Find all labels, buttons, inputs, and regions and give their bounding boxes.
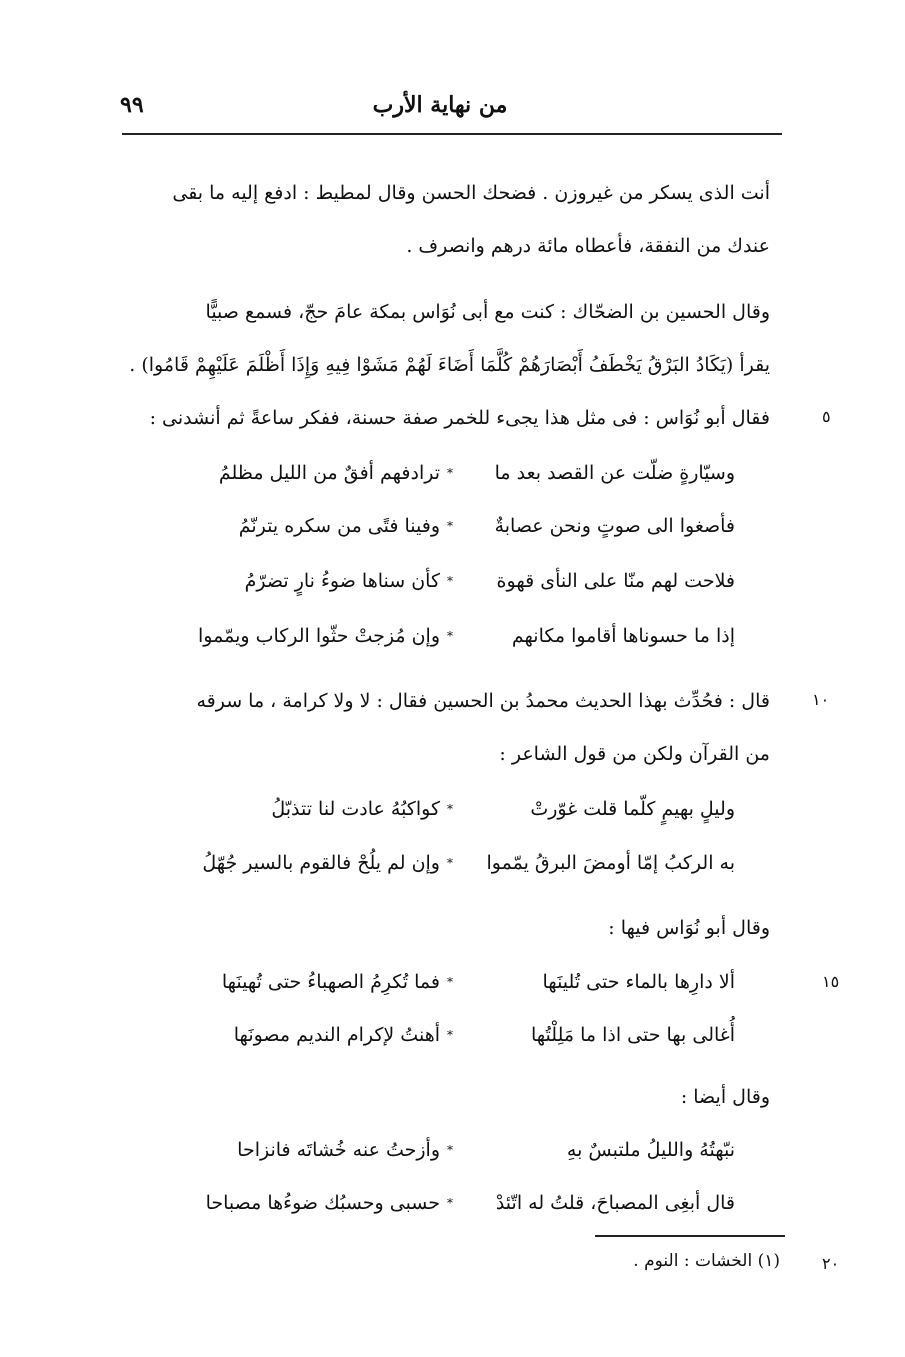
footnote: (١) الخشات : النوم .	[633, 1251, 780, 1271]
verse-first-hemistich: وسيّارةٍ ضلّت عن القصد بعد ما	[494, 462, 735, 484]
verse-second-hemistich: أهنتُ لإكرام النديم مصونَها	[233, 1024, 440, 1046]
verse-first-hemistich: نبّهتُهُ والليلُ ملتبسٌ بهِ	[566, 1139, 735, 1161]
paragraph-line: يقرأ (يَكَادُ البَرْقُ يَخْطَفُ أَبْصَارَهُمْ كُلَّمَا أَضَاءَ لَهُمْ مَشَوْا فِيهِ وَإِذَا أَظْلَمَ عَلَيْهِمْ قَامُوا) .	[129, 354, 770, 376]
line-number: ١٠	[812, 690, 830, 709]
line-number: ١٥	[822, 972, 840, 991]
verse-first-hemistich: ألا دارِها بالماء حتى تُلينَها	[542, 971, 735, 993]
verse-first-hemistich: فأصغوا الى صوتٍ ونحن عصابةٌ	[494, 515, 735, 537]
verse-first-hemistich: به الركبُ إمّا أومضَ البرقُ يمّموا	[486, 852, 735, 874]
verse-first-hemistich: وليلٍ بهيمٍ كلّما قلت غوّرتْ	[530, 798, 735, 820]
verse-second-hemistich: وإن مُزجتْ حثّوا الركاب ويمّموا	[198, 625, 440, 647]
verse-second-hemistich: كواكبُهُ عادت لنا تتذبّلُ	[271, 798, 440, 820]
verse-separator: *	[447, 1143, 453, 1157]
verse-separator: *	[447, 802, 453, 816]
verse-second-hemistich: فما تُكرِمُ الصهباءُ حتى تُهينَها	[221, 971, 440, 993]
verse-separator: *	[447, 574, 453, 588]
paragraph-line: قال : فحُدِّث بهذا الحديث محمدُ بن الحسين فقال : لا ولا كرامة ، ما سرقه	[196, 690, 770, 712]
verse-second-hemistich: كأن سناها ضوءُ نارٍ تضرّمُ	[244, 570, 440, 592]
verse-separator: *	[447, 1196, 453, 1210]
verse-second-hemistich: وفينا فتًى من سكره يترنّمُ	[238, 515, 440, 537]
verse-separator: *	[447, 466, 453, 480]
paragraph-line: أنت الذى يسكر من غيروزن . فضحك الحسن وقال لمطيط : ادفع إليه ما بقى	[172, 182, 770, 204]
verse-separator: *	[447, 856, 453, 870]
verse-second-hemistich: ترادفهم أفقٌ من الليل مظلمُ	[218, 462, 440, 484]
page-header-title: من نهاية الأرب	[372, 92, 508, 118]
paragraph-line: من القرآن ولكن من قول الشاعر :	[499, 743, 770, 765]
paragraph-line: عندك من النفقة، فأعطاه مائة درهم وانصرف .	[406, 235, 770, 257]
verse-separator: *	[447, 975, 453, 989]
poem-intro: وقال أبو نُوَاس فيها :	[608, 917, 770, 939]
poem-intro: وقال أيضا :	[680, 1086, 770, 1108]
verse-separator: *	[447, 519, 453, 533]
verse-second-hemistich: حسبى وحسبُك ضوءُها مصباحا	[205, 1192, 440, 1214]
verse-separator: *	[447, 629, 453, 643]
verse-second-hemistich: وأزحتُ عنه خُشاتَه فانزاحا	[237, 1139, 440, 1161]
line-number: ٥	[822, 407, 831, 426]
paragraph-line: فقال أبو نُوَاس : فى مثل هذا يجىء للخمر صفة حسنة، ففكر ساعةً ثم أنشدنى :	[149, 407, 770, 429]
verse-first-hemistich: فلاحت لهم منّا على النأى قهوة	[496, 570, 735, 592]
verse-first-hemistich: قال أبغِى المصباحَ، قلتُ له اتّئدْ	[495, 1192, 735, 1214]
verse-first-hemistich: إذا ما حسوناها أقاموا مكانهم	[511, 625, 735, 647]
page-number: ٩٩	[120, 92, 144, 118]
verse-separator: *	[447, 1028, 453, 1042]
verse-second-hemistich: وإن لم يلُحْ فالقوم بالسير جُهّلُ	[202, 852, 440, 874]
verse-first-hemistich: أُغالى بها حتى اذا ما مَلِلْتُها	[531, 1024, 735, 1046]
line-number: ٢٠	[822, 1254, 840, 1273]
footnote-rule	[595, 1235, 785, 1237]
header-rule	[122, 133, 782, 135]
paragraph-line: وقال الحسين بن الضحّاك : كنت مع أبى نُوَاس بمكة عامَ حجّ، فسمع صبيًّا	[205, 301, 770, 323]
